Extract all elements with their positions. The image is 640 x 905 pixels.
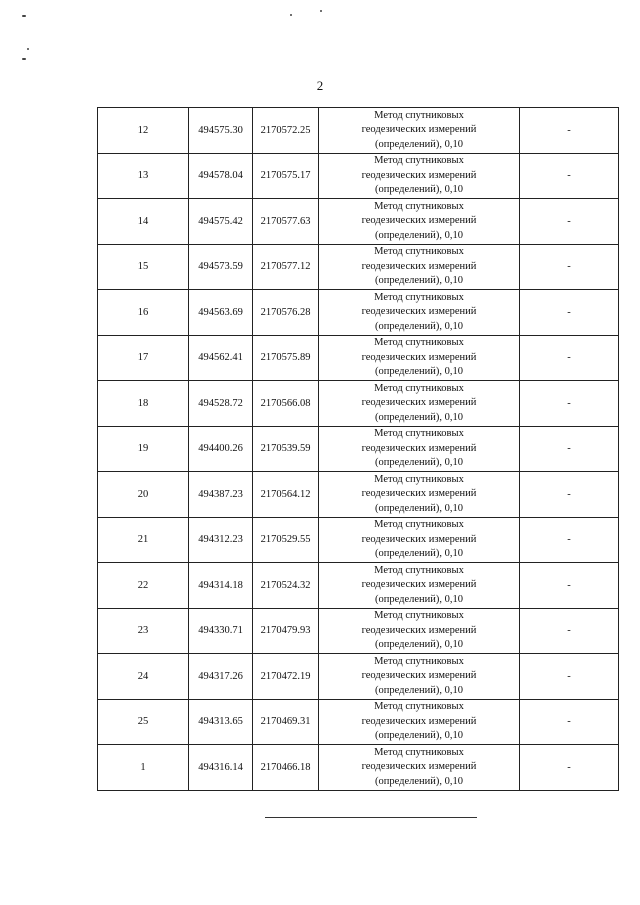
y-coordinate-cell: 2170469.31 — [253, 699, 319, 745]
scan-speck — [290, 14, 292, 16]
y-coordinate-cell: 2170572.25 — [253, 108, 319, 154]
y-coordinate-cell: 2170466.18 — [253, 745, 319, 791]
method-text-line: Метод спутниковых — [374, 519, 464, 530]
method-cell — [319, 699, 520, 745]
method-text-line: Метод спутниковых — [374, 746, 464, 758]
description-cell: - — [520, 563, 619, 609]
y-coordinate-cell: 2170472.19 — [253, 654, 319, 700]
table-row — [98, 153, 619, 199]
description-cell: - — [520, 199, 619, 245]
method-cell — [319, 290, 520, 336]
point-number-cell: 17 — [98, 335, 189, 381]
description-cell: - — [520, 244, 619, 290]
method-text-line: геодезических измерений — [361, 488, 477, 499]
method-text-line: Метод спутниковых — [374, 155, 464, 166]
method-cell — [319, 199, 520, 245]
x-coordinate-cell: 494316.14 — [189, 745, 253, 791]
point-number-cell: 16 — [98, 290, 189, 336]
method-text-line: Метод спутниковых — [374, 291, 464, 303]
description-cell: - — [520, 517, 619, 563]
method-text-line: (определений), 0,10 — [374, 730, 464, 741]
method-text-line: (определений), 0,10 — [374, 138, 464, 150]
method-cell — [319, 108, 520, 154]
description-cell: - — [520, 426, 619, 472]
method-text-line: (определений), 0,10 — [374, 502, 464, 514]
x-coordinate-cell: 494578.04 — [189, 153, 253, 199]
page-number: 2 — [316, 78, 324, 93]
table-row — [98, 517, 619, 563]
method-text-line: Метод спутниковых — [374, 564, 464, 576]
description-cell: - — [520, 335, 619, 381]
method-text-line: (определений), 0,10 — [374, 366, 464, 377]
method-cell — [319, 472, 520, 518]
method-text-line: геодезических измерений — [361, 442, 477, 454]
table-row — [98, 108, 619, 154]
point-number-cell: 25 — [98, 699, 189, 745]
description-cell: - — [520, 290, 619, 336]
description-cell: - — [520, 608, 619, 654]
method-cell — [319, 335, 520, 381]
method-text-line: Метод спутниковых — [374, 246, 464, 257]
scan-speck — [27, 48, 29, 50]
method-text-line: (определений), 0,10 — [374, 457, 464, 468]
method-text-line: Метод спутниковых — [374, 382, 464, 394]
method-text-line: Метод спутниковых — [374, 655, 464, 667]
y-coordinate-cell: 2170566.08 — [253, 381, 319, 427]
table-row — [98, 244, 619, 290]
method-text-line: (определений), 0,10 — [374, 320, 464, 332]
point-number-cell: 1 — [98, 745, 189, 791]
method-cell — [319, 381, 520, 427]
y-coordinate-cell: 2170575.17 — [253, 153, 319, 199]
coordinates-table-body — [98, 108, 619, 791]
method-text-line: (определений), 0,10 — [374, 184, 464, 195]
method-text-line: (определений), 0,10 — [374, 229, 464, 241]
table-row — [98, 335, 619, 381]
method-text-line: геодезических измерений — [361, 215, 477, 226]
method-text-line: геодезических измерений — [361, 124, 477, 135]
y-coordinate-cell: 2170577.12 — [253, 244, 319, 290]
method-text-line: геодезических измерений — [361, 715, 477, 727]
table-row — [98, 608, 619, 654]
method-text-line: геодезических измерений — [361, 533, 477, 545]
method-text-line: геодезических измерений — [361, 579, 477, 590]
point-number-cell: 19 — [98, 426, 189, 472]
y-coordinate-cell: 2170529.55 — [253, 517, 319, 563]
y-coordinate-cell: 2170575.89 — [253, 335, 319, 381]
x-coordinate-cell: 494330.71 — [189, 608, 253, 654]
table-row — [98, 381, 619, 427]
table-row — [98, 426, 619, 472]
method-cell — [319, 517, 520, 563]
method-cell — [319, 654, 520, 700]
x-coordinate-cell: 494387.23 — [189, 472, 253, 518]
x-coordinate-cell: 494573.59 — [189, 244, 253, 290]
point-number-cell: 22 — [98, 563, 189, 609]
method-text-line: Метод спутниковых — [374, 337, 464, 348]
y-coordinate-cell: 2170577.63 — [253, 199, 319, 245]
scan-speck — [320, 10, 322, 12]
y-coordinate-cell: 2170479.93 — [253, 608, 319, 654]
method-text-line: (определений), 0,10 — [374, 548, 464, 559]
table-row — [98, 563, 619, 609]
method-text-line: Метод спутниковых — [374, 473, 464, 485]
x-coordinate-cell: 494314.18 — [189, 563, 253, 609]
x-coordinate-cell: 494528.72 — [189, 381, 253, 427]
description-cell: - — [520, 745, 619, 791]
point-number-cell: 21 — [98, 517, 189, 563]
method-text-line: (определений), 0,10 — [374, 593, 464, 605]
method-text-line: (определений), 0,10 — [374, 775, 464, 787]
table-row — [98, 199, 619, 245]
y-coordinate-cell: 2170524.32 — [253, 563, 319, 609]
description-cell: - — [520, 108, 619, 154]
table-row — [98, 699, 619, 745]
method-text-line: геодезических измерений — [361, 624, 477, 636]
method-cell — [319, 745, 520, 791]
description-cell: - — [520, 654, 619, 700]
method-cell — [319, 244, 520, 290]
method-cell — [319, 153, 520, 199]
method-text-line: геодезических измерений — [361, 260, 477, 272]
description-cell: - — [520, 153, 619, 199]
y-coordinate-cell: 2170564.12 — [253, 472, 319, 518]
point-number-cell: 24 — [98, 654, 189, 700]
x-coordinate-cell: 494312.23 — [189, 517, 253, 563]
scan-speck — [22, 58, 26, 60]
point-number-cell: 18 — [98, 381, 189, 427]
method-text-line: Метод спутниковых — [374, 428, 464, 439]
x-coordinate-cell: 494313.65 — [189, 699, 253, 745]
method-cell — [319, 563, 520, 609]
description-cell: - — [520, 381, 619, 427]
x-coordinate-cell: 494400.26 — [189, 426, 253, 472]
x-coordinate-cell: 494562.41 — [189, 335, 253, 381]
point-number-cell: 20 — [98, 472, 189, 518]
method-text-line: Метод спутниковых — [374, 109, 464, 121]
method-text-line: (определений), 0,10 — [374, 684, 464, 696]
method-text-line: (определений), 0,10 — [374, 639, 464, 650]
method-text-line: (определений), 0,10 — [374, 411, 464, 423]
method-text-line: Метод спутниковых — [374, 200, 464, 212]
method-text-line: геодезических измерений — [361, 670, 477, 681]
method-text-line: геодезических измерений — [361, 351, 477, 363]
y-coordinate-cell: 2170576.28 — [253, 290, 319, 336]
description-cell: - — [520, 699, 619, 745]
x-coordinate-cell: 494563.69 — [189, 290, 253, 336]
method-text-line: геодезических измерений — [361, 169, 477, 181]
point-number-cell: 12 — [98, 108, 189, 154]
y-coordinate-cell: 2170539.59 — [253, 426, 319, 472]
point-number-cell: 14 — [98, 199, 189, 245]
x-coordinate-cell: 494575.30 — [189, 108, 253, 154]
method-text-line: геодезических измерений — [361, 306, 477, 317]
table-row — [98, 290, 619, 336]
point-number-cell: 13 — [98, 153, 189, 199]
coordinates-table — [97, 107, 619, 791]
method-text-line: геодезических измерений — [361, 397, 477, 408]
method-text-line: геодезических измерений — [361, 761, 477, 772]
x-coordinate-cell: 494575.42 — [189, 199, 253, 245]
end-rule — [265, 817, 477, 818]
description-cell: - — [520, 472, 619, 518]
method-cell — [319, 608, 520, 654]
method-text-line: Метод спутниковых — [374, 610, 464, 621]
x-coordinate-cell: 494317.26 — [189, 654, 253, 700]
point-number-cell: 23 — [98, 608, 189, 654]
method-text-line: (определений), 0,10 — [374, 275, 464, 286]
method-text-line: Метод спутниковых — [374, 701, 464, 712]
method-cell — [319, 426, 520, 472]
table-row — [98, 472, 619, 518]
table-row — [98, 745, 619, 791]
point-number-cell: 15 — [98, 244, 189, 290]
table-row — [98, 654, 619, 700]
scan-speck — [22, 15, 26, 17]
